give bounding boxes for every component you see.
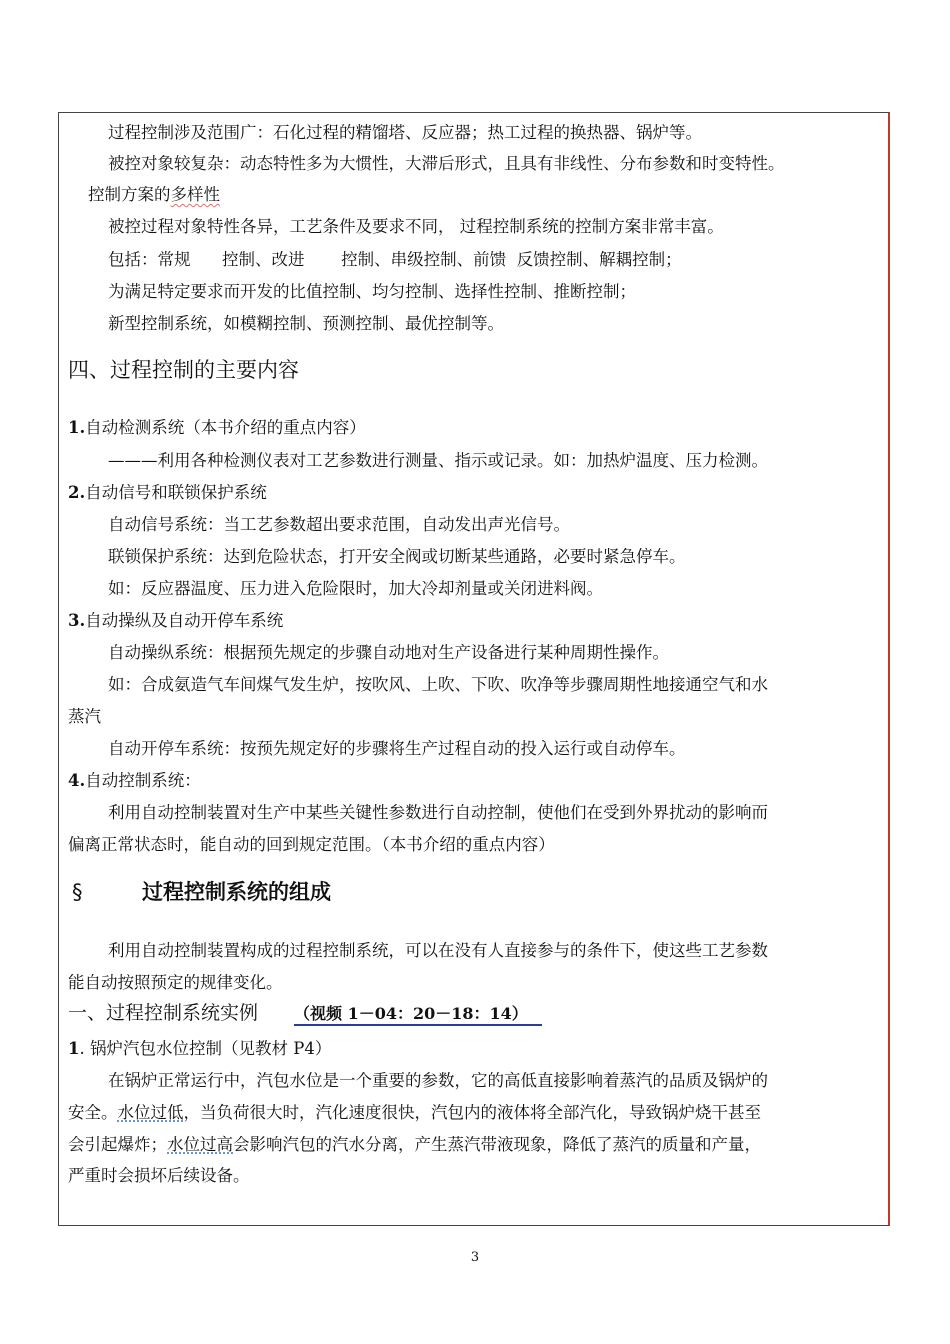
text-span: 会影响汽包的汽水分离，产生蒸汽带液现象，降低了蒸汽的质量和产量，	[233, 1135, 761, 1154]
text-line: 自动操纵系统：根据预先规定的步骤自动地对生产设备进行某种周期性操作。	[108, 643, 669, 662]
text-line: 严重时会损坏后续设备。	[68, 1166, 250, 1185]
spellcheck-text: 多样性	[170, 185, 220, 204]
highlighted-text: 水位过低	[117, 1103, 184, 1122]
page-number: 3	[470, 1250, 480, 1265]
text-line: 在锅炉正常运行中，汽包水位是一个重要的参数，它的高低直接影响着蒸汽的品质及锅炉的	[108, 1071, 768, 1090]
item-number: 1	[68, 1039, 80, 1058]
text-line: ———利用各种检测仪表对工艺参数进行测量、指示或记录。如：加热炉温度、压力检测。	[108, 451, 768, 470]
text-span: ，当负荷很大时，汽化速度很快，汽包内的液体将全部汽化，导致锅炉烧干甚至	[183, 1103, 761, 1122]
item-title: 自动信号和联锁保护系统	[85, 483, 267, 502]
text-line: 包括：常规 控制、改进 控制、串级控制、前馈 反馈控制、解耦控制；	[108, 250, 682, 269]
subsection-heading: 一、过程控制系统实例	[68, 1002, 259, 1024]
item-number: 2.	[68, 483, 86, 502]
list-item-title	[68, 418, 366, 438]
text-line: 蒸汽	[68, 707, 101, 726]
text-line: 如：反应器温度、压力进入危险限时，加大冷却剂量或关闭进料阀。	[108, 579, 603, 598]
item-number: 4.	[68, 771, 86, 790]
text-line: 联锁保护系统：达到危险状态，打开安全阀或切断某些通路，必要时紧急停车。	[108, 547, 686, 566]
text-line: 被控对象较复杂：动态特性多为大惯性，大滞后形式，且具有非线性、分布参数和时变特性。	[108, 154, 785, 173]
text-line	[88, 185, 220, 205]
text-line: 如：合成氨造气车间煤气发生炉，按吹风、上吹、下吹、吹净等步骤周期性地接通空气和水	[108, 675, 768, 694]
item-title: 自动操纵及自动开停车系统	[85, 611, 284, 630]
text-line: 利用自动控制装置对生产中某些关键性参数进行自动控制，使他们在受到外界扰动的影响而	[108, 803, 768, 822]
section-symbol: §	[72, 880, 83, 904]
item-number: 1.	[68, 418, 86, 437]
text-line: 偏离正常状态时，能自动的回到规定范围。（本书介绍的重点内容）	[68, 835, 555, 854]
text-line: 利用自动控制装置构成的过程控制系统，可以在没有人直接参与的条件下，使这些工艺参数	[108, 941, 768, 960]
section-heading: 四、过程控制的主要内容	[68, 358, 299, 382]
item-number: 3.	[68, 611, 86, 630]
text-span: 安全。	[68, 1103, 118, 1122]
text-line: 自动信号系统：当工艺参数超出要求范围，自动发出声光信号。	[108, 515, 570, 534]
text-line	[68, 1103, 761, 1123]
list-item-title	[68, 611, 283, 631]
text-span: 会引起爆炸；	[68, 1135, 167, 1154]
list-item-title	[68, 483, 267, 503]
list-item-title	[68, 771, 201, 791]
text-line: 能自动按照预定的规律变化。	[68, 973, 283, 992]
text-line: 自动开停车系统：按预先规定好的步骤将生产过程自动的投入运行或自动停车。	[108, 739, 686, 758]
item-title: . 锅炉汽包水位控制（见教材 P4）	[79, 1039, 332, 1058]
item-title: 自动检测系统（本书介绍的重点内容）	[85, 418, 366, 437]
section-heading: 过程控制系统的组成	[142, 880, 331, 904]
text-line: 为满足特定要求而开发的比值控制、均匀控制、选择性控制、推断控制；	[108, 282, 636, 301]
text-line: 过程控制涉及范围广：石化过程的精馏塔、反应器；热工过程的换热器、锅炉等。	[108, 123, 702, 142]
text-line: 被控过程对象特性各异，工艺条件及要求不同， 过程控制系统的控制方案非常丰富。	[108, 217, 724, 236]
video-note: （视频 1－04：20－18：14）	[294, 1004, 528, 1023]
video-note-underline	[294, 1024, 542, 1026]
list-item-title	[68, 1039, 331, 1059]
text-line: 新型控制系统，如模糊控制、预测控制、最优控制等。	[108, 314, 504, 333]
text-line	[68, 1135, 761, 1155]
text-span: 控制方案的	[88, 185, 171, 204]
highlighted-text: 水位过高	[167, 1135, 233, 1154]
item-title: 自动控制系统：	[85, 771, 201, 790]
